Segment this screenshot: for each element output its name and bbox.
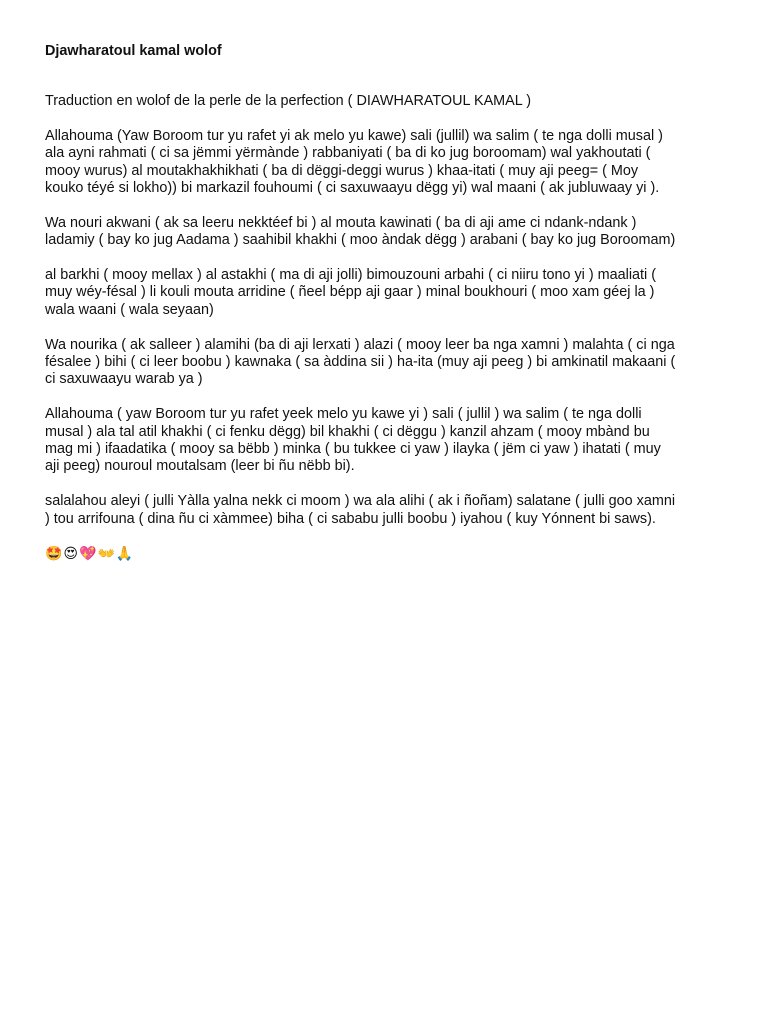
paragraph-allahouma-2: Allahouma ( yaw Boroom tur yu rafet yeek melo yu kawe yi ) sali ( jullil ) wa salim ( te nga dolli musal ) ala tal atil khakhi ( ci fenku dëgg) bil khakhi ( ci dëggu ) kanzil ahzam ( mooy mbànd bu mag mi ) ifaadatika ( mooy sa bëbb ) minka ( bu tukkee ci yaw ) ilayka ( jëm ci yaw ) ihatati ( muy aji peeg) nouroul moutalsam (leer bi ñu nëbb bi).: [45, 406, 661, 475]
paragraph-salalahou: salalahou aleyi ( julli Yàlla yalna nekk ci moom ) wa ala alihi ( ak i ñoñam) salatane ( julli goo xamni ) tou arrifouna ( dina ñu ci xàmmee) biha ( ci sababu julli boobu ) iyahou ( kuy Yónnent bi saws).: [45, 493, 676, 527]
emoji-row: 🤩😍💖👐🙏: [45, 546, 135, 563]
paragraph-wa-nourika: Wa nourika ( ak salleer ) alamihi (ba di aji lerxati ) alazi ( mooy leer ba nga xamni ) malahta ( ci nga fésalee ) bihi ( ci leer boobu ) kawnaka ( sa àddina sii ) ha-ita (muy aji peeg ) bi amkinatil makaani ( ci saxuwaayu warab ya ): [45, 336, 676, 388]
paragraph-al-barkhi: al barkhi ( mooy mellax ) al astakhi ( ma di aji jolli) bimouzouni arbahi ( ci niiru tono yi ) maaliati ( muy wéy-fésal ) li kouli mouta arridine ( ñeel bépp aji gaar ) minal boukhouri ( moo xam géej la ) wala waani ( wala seyaan): [45, 267, 657, 318]
document-title: Djawharatoul kamal wolof: [45, 43, 222, 59]
document-page: [45, 42, 735, 563]
document-subtitle: Traduction en wolof de la perle de la perfection ( DIAWHARATOUL KAMAL ): [45, 93, 532, 109]
paragraph-wa-nouri-akwani: Wa nouri akwani ( ak sa leeru nekktéef bi ) al mouta kawinati ( ba di aji ame ci ndank-ndank ) ladamiy ( bay ko jug Aadama ) saahibil khakhi ( moo àndak dëgg ) arabani ( bay ko jug Boroomam): [45, 214, 676, 249]
paragraph-allahouma-1: Allahouma (Yaw Boroom tur yu rafet yi ak melo yu kawe) sali (jullil) wa salim ( te nga dolli musal ) ala ayni rahmati ( ci sa jëmmi yërmànde ) rabbaniyati ( ba di ko jug boroomam) wal yakhoutati ( mooy wurus) al moutakhakhikhati ( ba di dëggi-deggi wurus ) khaa-itati ( muy aji peeg= ( Moy kouko téyé si lokho)) bi markazil fouhoumi ( ci saxuwaayu dëgg yi) wal maani ( ak jubluwaay yi ).: [45, 127, 663, 197]
